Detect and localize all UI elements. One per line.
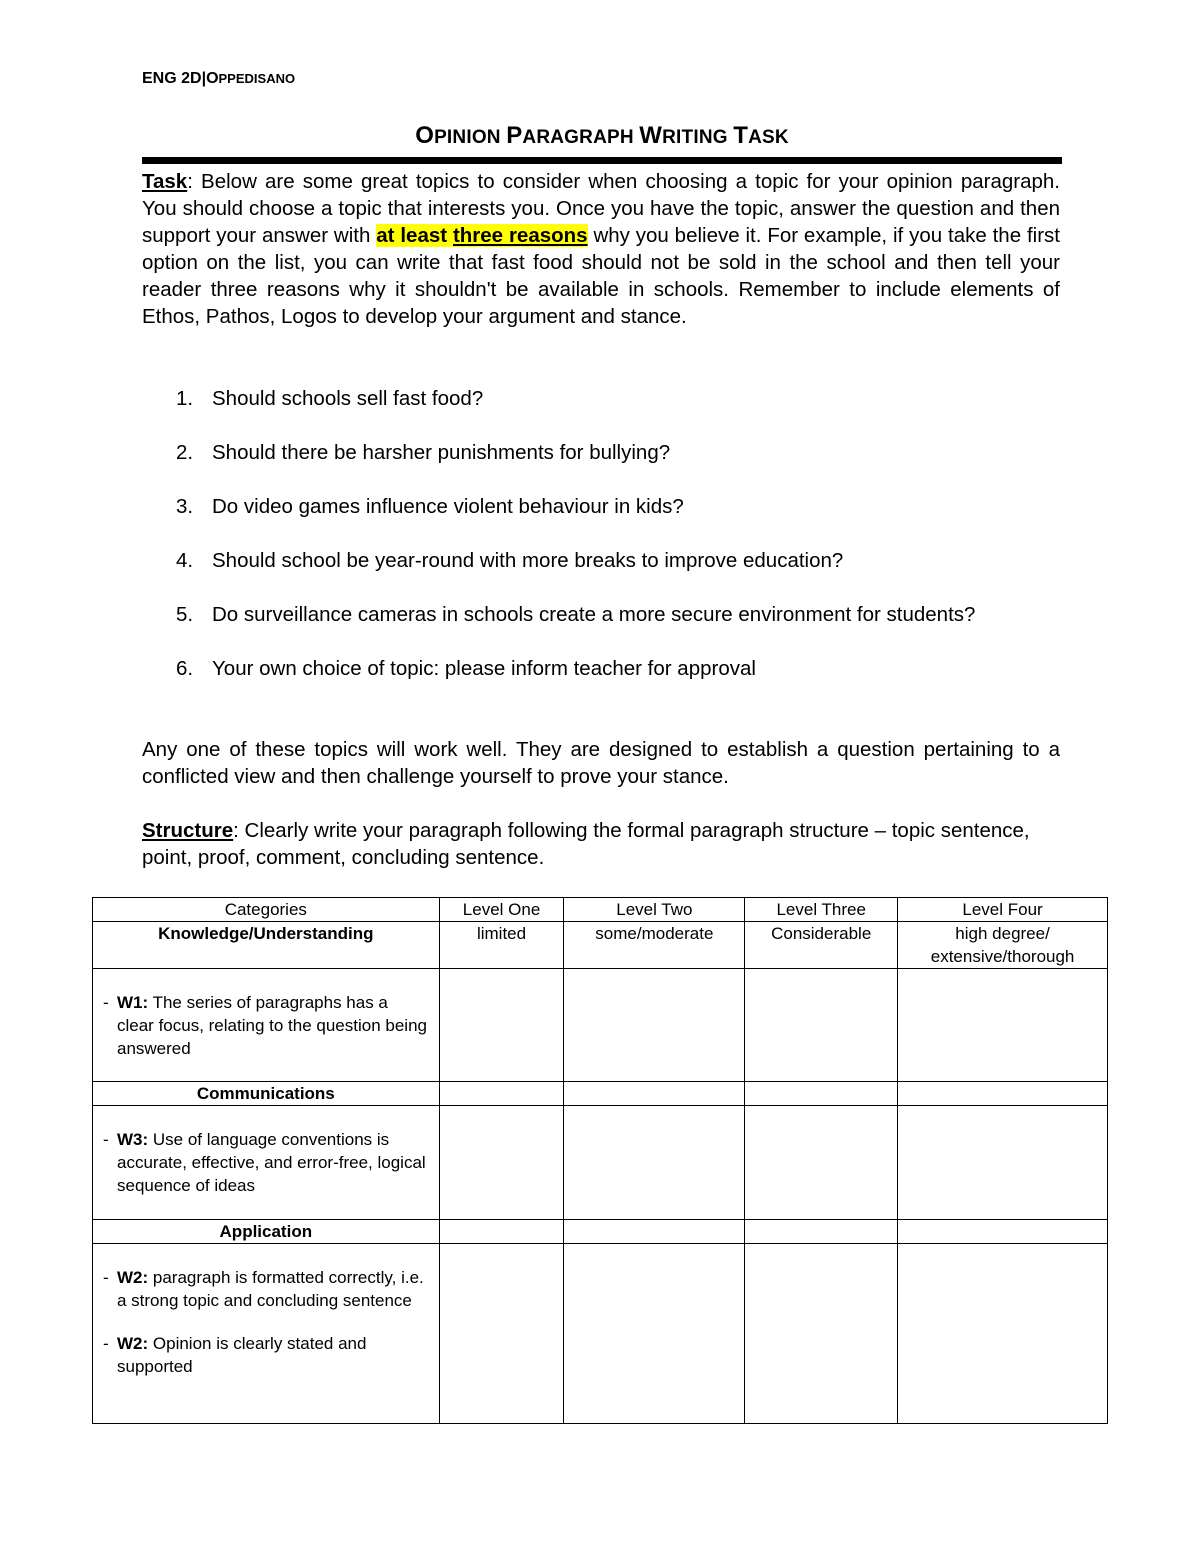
criterion-text: Use of language conventions is accurate, effective, and error-free, logical sequence of ideas	[117, 1130, 426, 1195]
score-cell	[898, 1220, 1108, 1244]
task-label: Task	[142, 170, 188, 193]
topic-text: Should schools sell fast food?	[212, 387, 484, 410]
structure-text: : Clearly write your paragraph following the formal paragraph structure – topic sentence, point, proof, comment, concluding sentence.	[142, 819, 1030, 869]
table-row	[93, 1106, 1108, 1220]
score-cell	[439, 1244, 564, 1424]
list-number: 5.	[176, 603, 194, 626]
score-cell	[439, 1082, 564, 1106]
list-item	[142, 655, 1060, 682]
table-header-cell: Level Four	[898, 898, 1108, 922]
list-number: 3.	[176, 495, 194, 518]
score-cell	[564, 1244, 745, 1424]
score-cell	[564, 1220, 745, 1244]
structure-label: Structure	[142, 819, 234, 842]
level-descriptor: limited	[439, 922, 564, 969]
score-cell	[745, 1220, 898, 1244]
highlight-text: at least	[376, 224, 453, 247]
criterion-cell	[93, 1106, 440, 1220]
score-cell	[898, 1244, 1108, 1424]
list-item	[142, 385, 1060, 412]
list-number: 6.	[176, 657, 194, 680]
score-cell	[898, 969, 1108, 1082]
table-header-cell: Level Two	[564, 898, 745, 922]
header-separator: |	[201, 70, 207, 87]
criterion-cell	[93, 1244, 440, 1424]
list-number: 1.	[176, 387, 194, 410]
topic-text: Your own choice of topic: please inform teacher for approval	[212, 657, 756, 680]
score-cell	[898, 1082, 1108, 1106]
criterion-code: W1:	[117, 993, 149, 1012]
category-heading: Knowledge/Understanding	[93, 922, 440, 969]
table-header-cell: Level One	[439, 898, 564, 922]
list-number: 4.	[176, 549, 194, 572]
table-row	[93, 969, 1108, 1082]
category-heading: Communications	[93, 1082, 440, 1106]
criterion-code: W2:	[117, 1268, 149, 1287]
criterion-dash: -	[103, 1268, 109, 1287]
task-text-after: why you believe it. For example, if you take the first option on the list, you can write that fast food should not be sold in the school and then tell your reader three reasons why it shouldn't be available in schools. Remember to include elements of Ethos, Pathos, Logos to develop your argument and stance.	[142, 224, 1060, 328]
teacher-initial: O	[206, 70, 219, 87]
page-title	[142, 122, 1062, 150]
criterion-dash: -	[103, 993, 109, 1012]
title-divider	[142, 157, 1062, 164]
table-row	[93, 1220, 1108, 1244]
teacher-name-rest: PPEDISANO	[218, 71, 296, 86]
criterion-text: Opinion is clearly stated and supported	[117, 1334, 367, 1376]
level-descriptor: some/moderate	[564, 922, 745, 969]
list-item	[142, 493, 1060, 520]
criterion-text: paragraph is formatted correctly, i.e. a strong topic and concluding sentence	[117, 1268, 424, 1310]
list-number: 2.	[176, 441, 194, 464]
list-item	[142, 439, 1060, 466]
title-part: ASK	[748, 127, 789, 148]
table-row	[93, 1244, 1108, 1424]
closing-paragraph: Any one of these topics will work well. They are designed to establish a question pertaining to a conflicted view and then challenge yourself to prove your stance.	[142, 738, 1060, 788]
score-cell	[898, 1106, 1108, 1220]
criterion-cell	[93, 969, 440, 1082]
category-heading: Application	[93, 1220, 440, 1244]
title-part: ARAGRAPH	[522, 127, 640, 148]
score-cell	[439, 969, 564, 1082]
title-part: T	[733, 122, 749, 149]
criterion-text: The series of paragraphs has a clear focus, relating to the question being answered	[117, 993, 427, 1058]
list-item	[142, 547, 1060, 574]
title-part: PINION	[434, 127, 507, 148]
list-item	[142, 601, 1060, 628]
structure-paragraph	[142, 817, 1060, 871]
table-row	[93, 922, 1108, 969]
page-header	[142, 70, 295, 88]
score-cell	[564, 969, 745, 1082]
title-part: W	[639, 122, 663, 149]
title-part: O	[415, 122, 435, 149]
topic-text: Should there be harsher punishments for bullying?	[212, 441, 671, 464]
level-descriptor: Considerable	[745, 922, 898, 969]
rubric-table	[92, 897, 1108, 1424]
topic-list	[142, 385, 1060, 709]
criterion-code: W3:	[117, 1130, 149, 1149]
topic-text: Do surveillance cameras in schools create a more secure environment for students?	[212, 603, 976, 626]
highlighted-requirement	[376, 224, 587, 247]
task-text-before: : Below are some great topics to consider when choosing a topic for your opinion paragraph. You should choose a topic that interests you. Once you have the topic, answer the question and then support your answer with	[142, 170, 1060, 247]
title-part: RITING	[662, 127, 734, 148]
score-cell	[564, 1082, 745, 1106]
topic-text: Do video games influence violent behaviour in kids?	[212, 495, 684, 518]
level-descriptor: high degree/ extensive/thorough	[898, 922, 1108, 969]
table-header-row	[93, 898, 1108, 922]
highlight-underlined: three reasons	[452, 224, 588, 247]
table-header-cell: Level Three	[745, 898, 898, 922]
table-header-cell: Categories	[93, 898, 440, 922]
score-cell	[439, 1220, 564, 1244]
score-cell	[745, 1106, 898, 1220]
criterion-code: W2:	[117, 1334, 149, 1353]
score-cell	[439, 1106, 564, 1220]
table-row	[93, 1082, 1108, 1106]
score-cell	[564, 1106, 745, 1220]
score-cell	[745, 1082, 898, 1106]
topic-text: Should school be year-round with more breaks to improve education?	[212, 549, 844, 572]
score-cell	[745, 1244, 898, 1424]
criterion-dash: -	[103, 1334, 109, 1353]
criterion-dash: -	[103, 1130, 109, 1149]
course-code: ENG 2D	[142, 70, 202, 87]
title-part: P	[506, 122, 523, 149]
task-paragraph	[142, 168, 1060, 330]
score-cell	[745, 969, 898, 1082]
